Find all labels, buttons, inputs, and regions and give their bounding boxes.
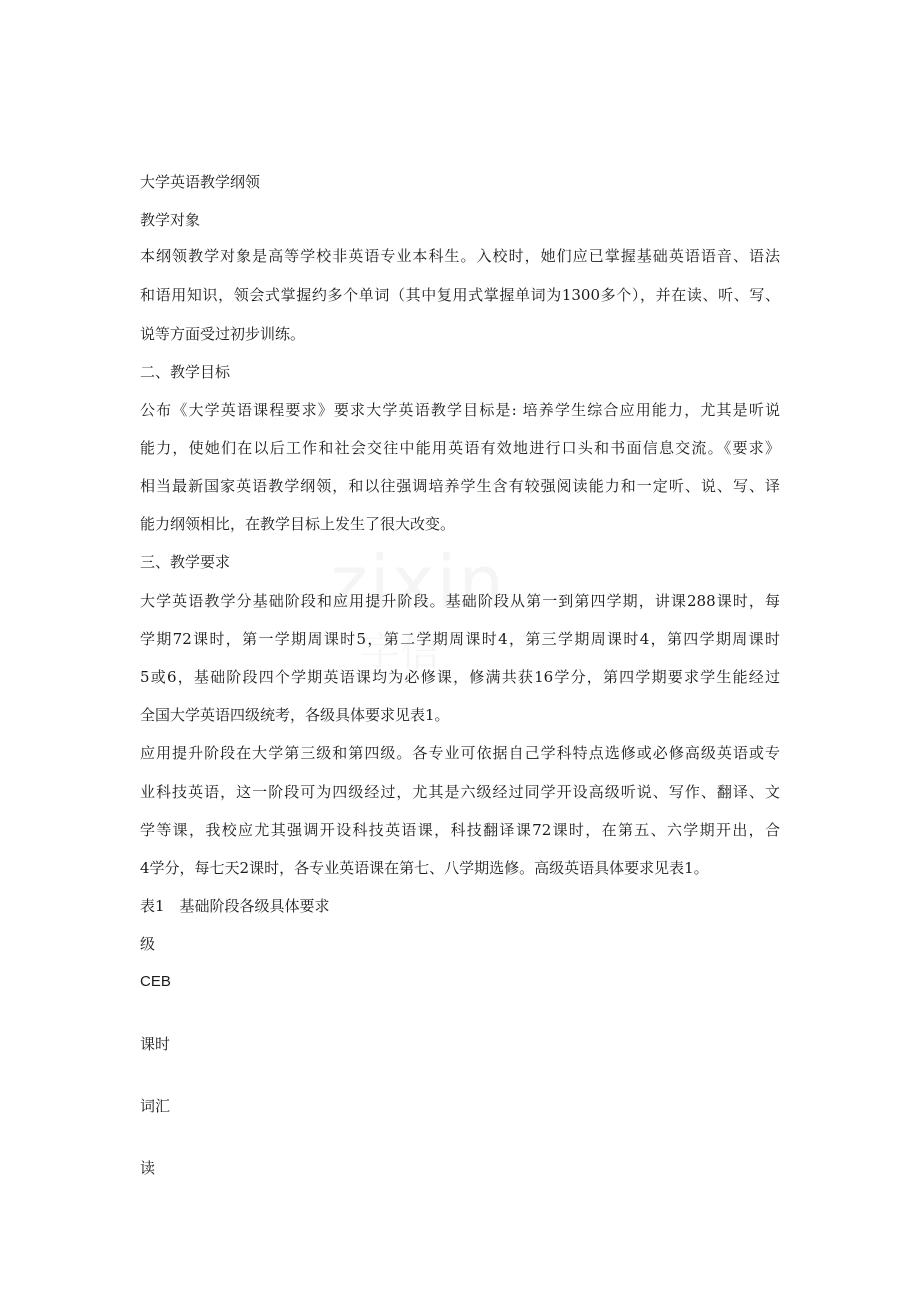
table-cell-ceb: CEB xyxy=(140,973,171,990)
table-cell-vocabulary: 词汇 xyxy=(140,1097,171,1115)
section-heading-teaching-goals: 二、教学目标 xyxy=(140,363,231,381)
paragraph-line: 学等课，我校应尤其强调开设科技英语课，科技翻译课72课时，在第五、六学期开出，合 xyxy=(140,821,780,839)
paragraph-line: 公布《大学英语课程要求》要求大学英语教学目标是: 培养学生综合应用能力，尤其是听说 xyxy=(140,401,780,419)
paragraph-line: 本纲领教学对象是高等学校非英语专业本科生。入校时，她们应已掌握基础英语语音、语法 xyxy=(140,247,780,265)
paragraph-line: 相当最新国家英语教学纲领，和以往强调培养学生含有较强阅读能力和一定听、说、写、译 xyxy=(140,477,780,495)
document-page xyxy=(140,0,780,1302)
document-title: 大学英语教学纲领 xyxy=(140,173,261,191)
section-heading-teaching-requirements: 三、教学要求 xyxy=(140,553,231,571)
paragraph-line: 和语用知识，领会式掌握约多个单词（其中复用式掌握单词为1300多个），并在读、听、写、 xyxy=(140,286,780,304)
paragraph-line: 大学英语教学分基础阶段和应用提升阶段。基础阶段从第一到第四学期，讲课288课时，每 xyxy=(140,592,780,610)
paragraph-line: 学期72课时，第一学期周课时5，第二学期周课时4，第三学期周课时4，第四学期周课时 xyxy=(140,630,780,648)
table-caption: 表1 基础阶段各级具体要求 xyxy=(140,897,330,915)
paragraph-line: 全国大学英语四级统考，各级具体要求见表1。 xyxy=(140,706,450,724)
table-cell-hours: 课时 xyxy=(140,1035,171,1053)
paragraph-line: 能力纲领相比，在教学目标上发生了很大改变。 xyxy=(140,515,456,533)
section-heading-teaching-target: 教学对象 xyxy=(140,211,201,229)
table-cell-level: 级 xyxy=(140,935,156,953)
table-cell-reading: 读 xyxy=(140,1159,156,1177)
paragraph-line: 能力，使她们在以后工作和社会交往中能用英语有效地进行口头和书面信息交流。《要求》 xyxy=(140,439,780,457)
paragraph-line: 说等方面受过初步训练。 xyxy=(140,325,306,343)
paragraph-line: 5或6，基础阶段四个学期英语课均为必修课，修满共获16学分，第四学期要求学生能经过 xyxy=(140,668,780,686)
paragraph-line: 4学分，每七天2课时，各专业英语课在第七、八学期选修。高级英语具体要求见表1。 xyxy=(140,859,709,877)
paragraph-line: 业科技英语，这一阶段可为四级经过，尤其是六级经过同学开设高级听说、写作、翻译、文 xyxy=(140,783,780,801)
paragraph-line: 应用提升阶段在大学第三级和第四级。各专业可依据自己学科特点选修或必修高级英语或专 xyxy=(140,744,780,762)
